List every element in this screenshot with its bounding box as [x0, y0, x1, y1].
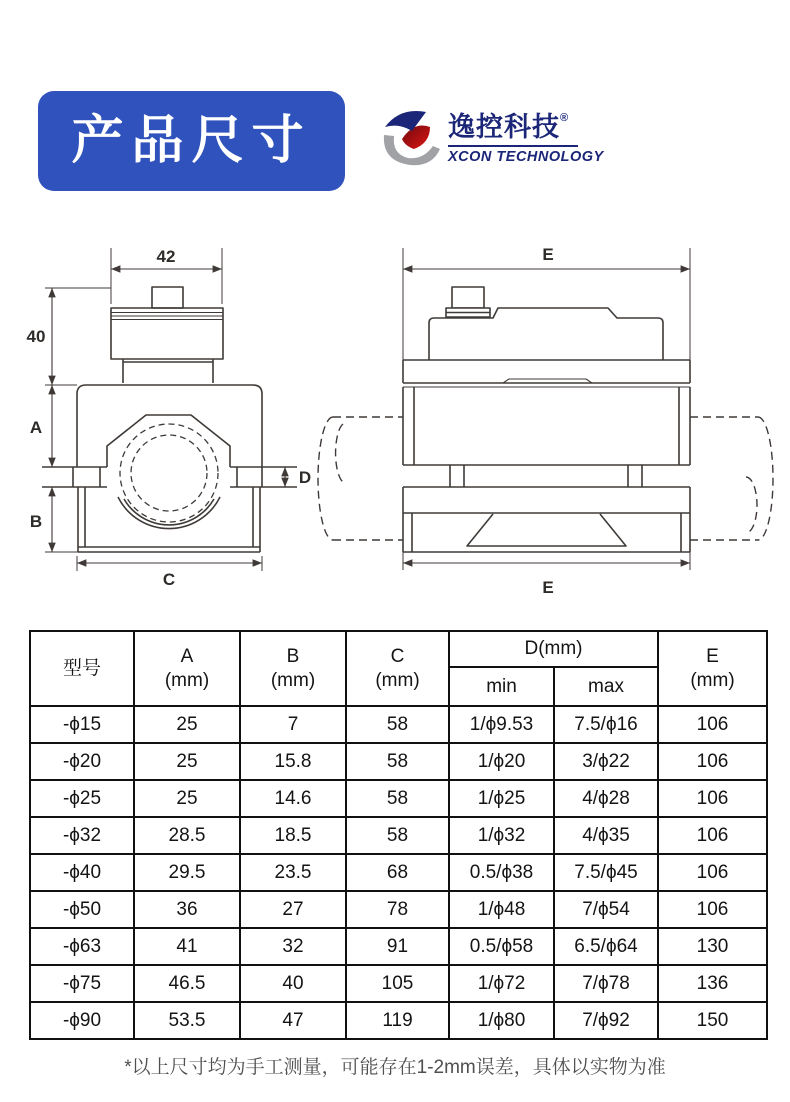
cell-model: -ϕ63 [30, 928, 134, 965]
cell-a: 25 [134, 743, 240, 780]
cell-a: 28.5 [134, 817, 240, 854]
cell-c: 78 [346, 891, 449, 928]
cell-c: 58 [346, 780, 449, 817]
cell-model: -ϕ20 [30, 743, 134, 780]
dimension-arrows [52, 269, 285, 563]
dim-label-c: C [162, 570, 176, 589]
cell-model: -ϕ15 [30, 706, 134, 743]
cell-a: 36 [134, 891, 240, 928]
cell-e: 106 [658, 854, 767, 891]
logo-divider [448, 145, 578, 147]
cell-d_min: 1/ϕ20 [449, 743, 554, 780]
table-row [30, 965, 767, 1002]
cell-b: 15.8 [240, 743, 346, 780]
cell-d_min: 1/ϕ9.53 [449, 706, 554, 743]
footnote: *以上尺寸均为手工测量，可能存在1-2mm误差，具体以实物为准 [124, 1057, 666, 1078]
header-e-unit: (mm) [690, 669, 735, 691]
cell-a: 25 [134, 780, 240, 817]
dimension-table [29, 630, 768, 1040]
table-row [30, 817, 767, 854]
dimension-table-body [30, 706, 767, 1039]
cell-b: 27 [240, 891, 346, 928]
cell-c: 58 [346, 706, 449, 743]
cell-d_max: 6.5/ϕ64 [554, 928, 658, 965]
cell-e: 106 [658, 743, 767, 780]
cell-b: 47 [240, 1002, 346, 1039]
cell-b: 40 [240, 965, 346, 1002]
cell-c: 58 [346, 817, 449, 854]
header-d: D(mm) [449, 631, 658, 667]
cell-model: -ϕ32 [30, 817, 134, 854]
cell-model: -ϕ75 [30, 965, 134, 1002]
extension-lines [403, 248, 690, 570]
header-a [134, 631, 240, 706]
cell-model: -ϕ25 [30, 780, 134, 817]
cell-e: 106 [658, 706, 767, 743]
table-row [30, 854, 767, 891]
cell-d_min: 1/ϕ32 [449, 817, 554, 854]
dim-label-b: B [29, 512, 43, 531]
cell-d_max: 7.5/ϕ45 [554, 854, 658, 891]
table-row [30, 743, 767, 780]
cell-c: 68 [346, 854, 449, 891]
cell-d_min: 0.5/ϕ38 [449, 854, 554, 891]
pipe-dashed-circles [120, 424, 218, 522]
header-a-letter: A [180, 645, 194, 667]
table-row [30, 891, 767, 928]
cell-b: 23.5 [240, 854, 346, 891]
cell-b: 32 [240, 928, 346, 965]
logo-name-cn: 逸控科技 [448, 112, 560, 143]
cell-a: 41 [134, 928, 240, 965]
dim-label-d: D [298, 468, 312, 487]
cell-c: 119 [346, 1002, 449, 1039]
cell-a: 53.5 [134, 1002, 240, 1039]
header-b [240, 631, 346, 706]
side-view-part-lines [403, 287, 690, 552]
header-c-unit: (mm) [375, 669, 420, 691]
cell-d_max: 4/ϕ35 [554, 817, 658, 854]
header-b-letter: B [286, 645, 300, 667]
cell-e: 130 [658, 928, 767, 965]
pipe-dashed-outline [318, 417, 773, 540]
registered-mark: ® [560, 112, 570, 125]
cell-d_max: 7.5/ϕ16 [554, 706, 658, 743]
cell-c: 91 [346, 928, 449, 965]
table-row [30, 780, 767, 817]
dim-label-e-top: E [542, 245, 554, 264]
side-view-drawing [310, 230, 780, 600]
cell-d_min: 1/ϕ72 [449, 965, 554, 1002]
cell-d_min: 0.5/ϕ58 [449, 928, 554, 965]
page-title: 产品尺寸 [71, 112, 312, 170]
cell-d_max: 7/ϕ78 [554, 965, 658, 1002]
cell-e: 106 [658, 780, 767, 817]
front-view-part-lines [42, 287, 297, 552]
cell-a: 25 [134, 706, 240, 743]
header-a-unit: (mm) [164, 669, 210, 691]
cell-b: 18.5 [240, 817, 346, 854]
cell-d_min: 1/ϕ48 [449, 891, 554, 928]
cell-d_max: 7/ϕ54 [554, 891, 658, 928]
cell-e: 150 [658, 1002, 767, 1039]
front-view-drawing [20, 240, 320, 600]
cell-c: 58 [346, 743, 449, 780]
cell-a: 46.5 [134, 965, 240, 1002]
dim-label-e-bottom: E [542, 578, 554, 597]
cell-c: 105 [346, 965, 449, 1002]
cell-model: -ϕ90 [30, 1002, 134, 1039]
header-b-unit: (mm) [270, 669, 316, 691]
header-c-letter: C [390, 645, 405, 667]
cell-d_min: 1/ϕ25 [449, 780, 554, 817]
header-e-letter: E [706, 645, 719, 667]
cell-d_min: 1/ϕ80 [449, 1002, 554, 1039]
dim-label-a: A [29, 418, 43, 437]
cell-e: 106 [658, 817, 767, 854]
dim-label-42: 42 [156, 247, 176, 266]
cell-e: 136 [658, 965, 767, 1002]
brand-logo [372, 100, 604, 178]
table-row [30, 706, 767, 743]
cell-model: -ϕ40 [30, 854, 134, 891]
header-e [658, 631, 767, 706]
title-banner [38, 91, 345, 191]
header-d-max: max [554, 667, 658, 706]
cell-b: 7 [240, 706, 346, 743]
table-row [30, 1002, 767, 1039]
dim-label-40: 40 [26, 327, 46, 346]
cell-b: 14.6 [240, 780, 346, 817]
cell-d_max: 4/ϕ28 [554, 780, 658, 817]
logo-name-en: XCON TECHNOLOGY [448, 148, 604, 165]
cell-d_max: 3/ϕ22 [554, 743, 658, 780]
cell-model: -ϕ50 [30, 891, 134, 928]
header-d-min: min [449, 667, 554, 706]
cell-a: 29.5 [134, 854, 240, 891]
cell-e: 106 [658, 891, 767, 928]
cell-d_max: 7/ϕ92 [554, 1002, 658, 1039]
header-c [346, 631, 449, 706]
table-row [30, 928, 767, 965]
logo-e-icon [372, 103, 446, 175]
header-model: 型号 [30, 631, 134, 706]
